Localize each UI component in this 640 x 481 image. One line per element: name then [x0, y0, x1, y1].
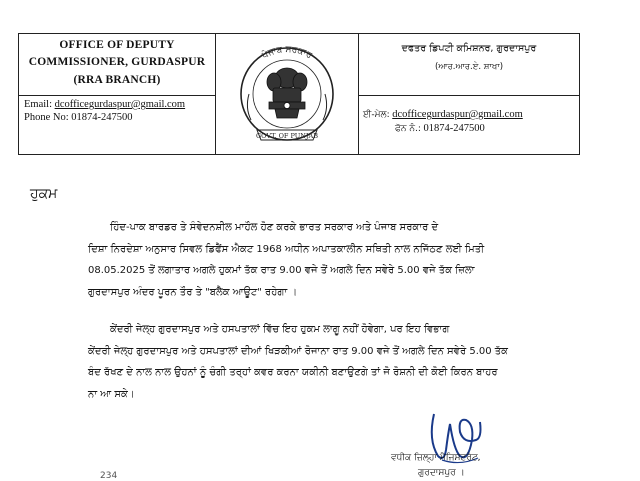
email-label-english: Email: — [24, 99, 52, 110]
signatory-title: ਵਧੀਕ ਜ਼ਿਲ੍ਹਾ ਮੈਜਿਸਟਰੇਟ, — [391, 453, 481, 463]
order-title: ਹੁਕਮ — [30, 186, 58, 202]
paragraph-line: ਦਿਸ਼ਾ ਨਿਰਦੇਸ਼ਾ ਅਨੁਸਾਰ ਸਿਵਲ ਡਿਫੈਂਸ ਐਕਟ 1968 ਅਧੀਨ ਅਪਾਤਕਾਲੀਨ ਸਥਿਤੀ ਨਾਲ ਨਜਿੱਠਣ ਲਈ ਮਿਤੀ — [88, 243, 485, 255]
state-emblem-icon — [227, 38, 347, 150]
branch-punjabi: (ਆਰ.ਆਰ.ਏ. ਸ਼ਾਖਾ) — [434, 62, 504, 72]
email-link-english[interactable]: dcofficegurdaspur@gmail.com — [54, 99, 186, 110]
emblem-top-text: ਪੰਜਾਬ ਸਰਕਾਰ — [260, 44, 314, 62]
order-paragraph-2 — [88, 319, 560, 405]
emblem-cell — [216, 34, 359, 154]
phone-punjabi: 01874-247500 — [423, 123, 485, 134]
divider-left — [19, 95, 215, 96]
letterhead-english — [19, 34, 216, 154]
paragraph-line: ਨਾ ਆ ਸਕੇ। — [88, 388, 135, 400]
email-link-punjabi[interactable]: dcofficegurdaspur@gmail.com — [392, 109, 523, 120]
order-paragraph-1 — [88, 217, 560, 303]
phone-label-punjabi: ਫੋਨ ਨੰ.: — [395, 124, 421, 134]
paragraph-line: ਹਿੰਦ-ਪਾਕ ਬਾਰਡਰ ਤੇ ਸੰਵੇਦਨਸ਼ੀਲ ਮਾਹੌਲ ਹੋਣ ਕਰਕੇ ਭਾਰਤ ਸਰਕਾਰ ਅਤੇ ਪੰਜਾਬ ਸਰਕਾਰ ਦੇ — [110, 222, 439, 233]
signatory-place: ਗੁਰਦਾਸਪੁਰ । — [418, 468, 465, 478]
paragraph-line: 08.05.2025 ਤੋਂ ਲਗਾਤਾਰ ਅਗਲੇ ਹੁਕਮਾਂ ਤੱਕ ਰਾਤ 9.00 ਵਜੇ ਤੋਂ ਅਗਲੇ ਦਿਨ ਸਵੇਰੇ 5.00 ਵਜੇ ਤੱਕ ਜ਼ਿਲਾ — [88, 265, 475, 276]
paragraph-line: ਕੇਂਦਰੀ ਜੇਲ੍ਹ ਗੁਰਦਾਸਪੁਰ ਅਤੇ ਹਸਪਤਾਲਾਂ ਦੀਆਂ ਖਿੜਕੀਆਂ ਰੋਜਾਨਾ ਰਾਤ 9.00 ਵਜੇ ਤੋਂ ਅਗਲੇ ਦਿਨ ਸਵੇਰੇ 5.00 ਤੱਕ — [88, 345, 508, 357]
contact-punjabi — [363, 108, 523, 136]
svg-text:ਪੰਜਾਬ ਸਰਕਾਰ — [259, 45, 314, 62]
contact-english — [24, 98, 185, 124]
emblem-bottom-text: GOVT. OF PUNJAB — [255, 132, 319, 140]
paragraph-line: ਬੰਦ ਰੱਖਣ ਦੇ ਨਾਲ ਨਾਲ ਉਹਨਾਂ ਨੂੰ ਚੰਗੀ ਤਰ੍ਹਾਂ ਕਵਰ ਕਰਨਾ ਯਕੀਨੀ ਬਣਾਉਣਗੇ ਤਾਂ ਜੋ ਰੋਸ਼ਨੀ ਦੀ ਕੋਈ ਕਿਰਨ ਬਾਹਰ — [88, 367, 498, 378]
office-line-1: OFFICE OF DEPUTY — [59, 39, 175, 51]
letterhead-punjabi — [359, 34, 579, 154]
paragraph-line: ਕੇਂਦਰੀ ਜੇਲ੍ਹ ਗੁਰਦਾਸਪੁਰ ਅਤੇ ਹਸਪਤਾਲਾਂ ਵਿੱਚ ਇਹ ਹੁਕਮ ਲਾਗੂ ਨਹੀਂ ਹੋਵੇਗਾ, ਪਰ ਇਹ ਵਿਭਾਗ — [110, 324, 450, 335]
footer-fragment: 234 — [100, 471, 118, 481]
branch-english: (RRA BRANCH) — [73, 74, 161, 86]
paragraph-line: ਗੁਰਦਾਸਪੁਰ ਅੰਦਰ ਪੂਰਨ ਤੌਰ ਤੇ "ਬਲੈਕ ਆਊਟ" ਰਹੇਗਾ । — [88, 286, 298, 298]
divider-right — [359, 95, 579, 96]
email-label-punjabi: ਈ-ਮੇਲ: — [363, 110, 390, 120]
office-name-punjabi — [359, 42, 579, 74]
office-punjabi: ਦਫਤਰ ਡਿਪਟੀ ਕਮਿਸ਼ਨਰ, ਗੁਰਦਾਸਪੁਰ — [401, 43, 537, 54]
office-line-2: COMMISSIONER, GURDASPUR — [28, 56, 206, 68]
phone-english: Phone No: 01874-247500 — [24, 112, 133, 123]
letterhead — [18, 33, 580, 155]
office-name-english — [19, 34, 215, 89]
